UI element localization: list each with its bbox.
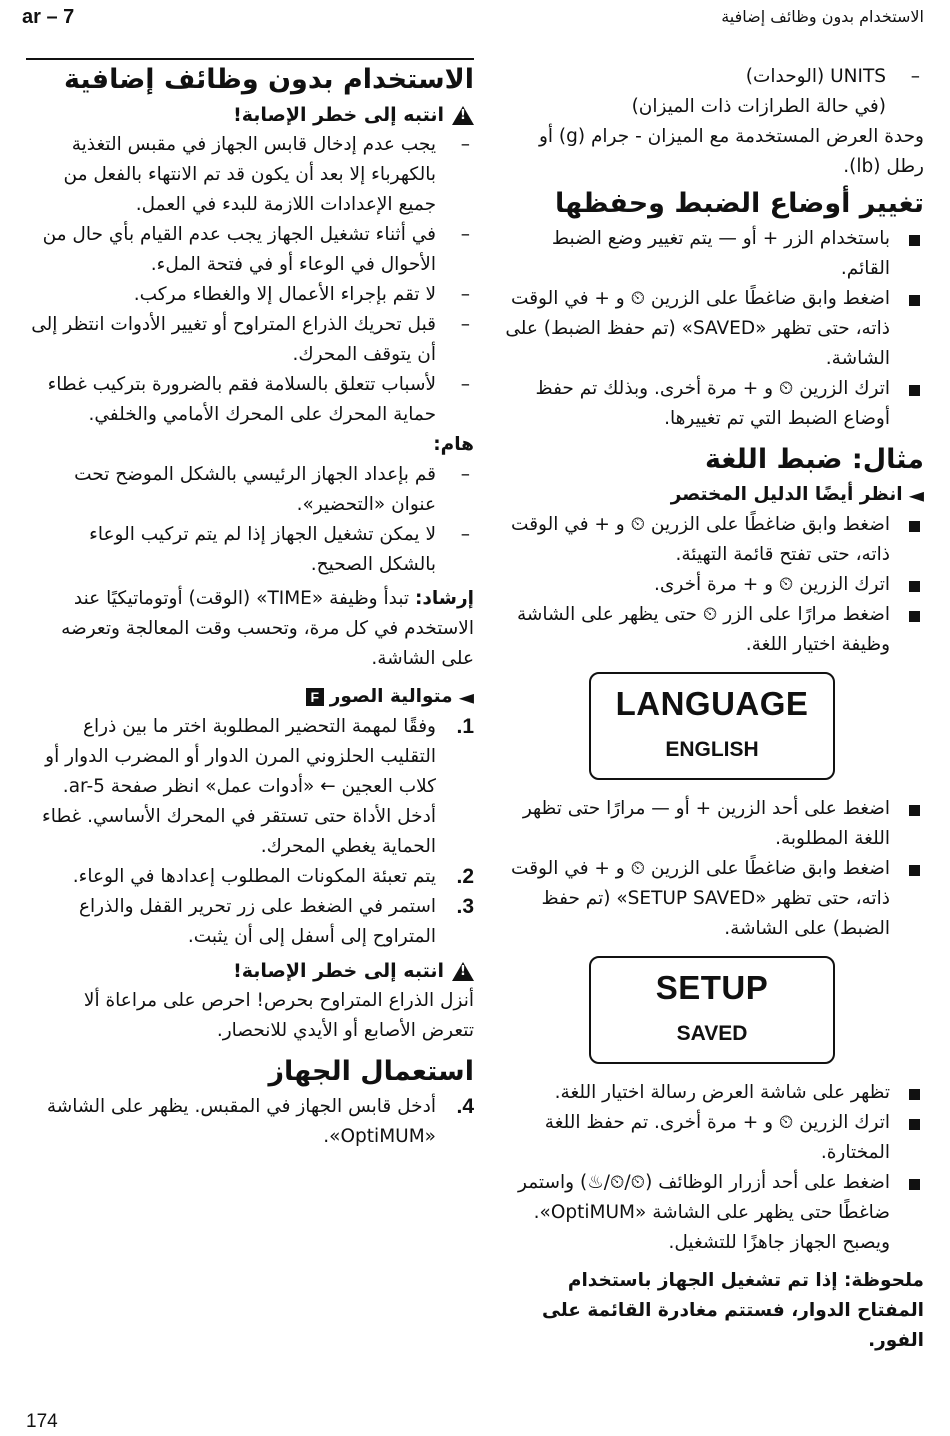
warning-icon [452,962,474,981]
page-header [22,4,924,34]
section-heading-usage: الاستخدام بدون وظائف إضافية [64,64,474,95]
tip-text: تبدأ وظيفة «TIME» (الوقت) أوتوماتيكيًا عند الاستخدم في كل مرة، وتحسب وقت المعالجة وتعرضه على الشاشة. [61,588,474,669]
bullet-item: اضغط مرارًا على الزر ⏲ حتى يظهر على الشاشة وظيفة اختيار اللغة. [500,600,924,660]
section-heading-device-use: استعمال الجهاز [268,1056,474,1087]
right-column [28,62,474,1152]
display-line-2: SAVED [676,1022,748,1045]
warning-heading: ! انتبه إلى خطر الإصابة! [28,100,474,130]
important-item: – قم بإعداد الجهاز الرئيسي بالشكل الموضح تحت عنوان «التحضير». [28,460,474,520]
bullet-item: اضغط وابق ضاغطًا على الزرين ⏲ و + في الوقت ذاته، حتى تفتح قائمة التهيئة. [500,510,924,570]
left-column [500,62,924,1356]
bullet-item: اضغط على أحد أزرار الوظائف (⏲/⏲/♨) واستمر ضاغطًا حتى يظهر على الشاشة «OptiMUM». ويصبح الجهاز جاهزًا للتشغيل. [500,1168,924,1258]
important-label: هام: [433,434,474,455]
bullet-item: اترك الزرين ⏲ و + مرة أخرى. تم حفظ اللغة المختارة. [500,1108,924,1168]
bullet-item: اضغط وابق ضاغطًا على الزرين ⏲ و + في الوقت ذاته، حتى تظهر «SAVED» (تم حفظ الضبط) على الشاشة. [500,284,924,374]
important-item: – لا يمكن تشغيل الجهاز إذا لم يتم تركيب الوعاء بالشكل الصحيح. [28,520,474,580]
arrow-left-icon: ◄ [908,483,924,507]
bullet-item: اترك الزرين ⏲ و + مرة أخرى. [500,570,924,600]
note-paragraph: ملحوظة: إذا تم تشغيل الجهاز باستخدام المفتاح الدوار، فستتم مغادرة القائمة على الفور. [541,1270,924,1351]
bullet-item: اضغط وابق ضاغطًا على الزرين ⏲ و + في الوقت ذاته، حتى تظهر «SETUP SAVED» (تم حفظ الضبط) على الشاشة. [500,854,924,944]
display-line-2: ENGLISH [665,738,759,761]
units-description: وحدة العرض المستخدمة مع الميزان - جرام (g) أو رطل (lb). [538,126,924,177]
page-reference: ar – 7 [22,6,75,28]
units-item: – UNITS (الوحدات) [500,62,924,92]
tip-paragraph [28,584,474,674]
bullet-item: تظهر على شاشة العرض رسالة اختيار اللغة. [500,1078,924,1108]
bullet-item: باستخدام الزر + أو — يتم تغيير وضع الضبط القائم. [500,224,924,284]
display-setup-saved [589,956,835,1064]
step-item: 4. أدخل قابس الجهاز في المقبس. يظهر على الشاشة «OptiMUM». [46,1095,474,1147]
warning-heading: ! انتبه إلى خطر الإصابة! [28,956,474,986]
warning-item: – يجب عدم إدخال قابس الجهاز في مقبس التغذية بالكهرباء إلا بعد أن يكون قد تم الانتهاء بالفعل من جميع الإعدادات اللازمة للبدء في العمل. [28,130,474,220]
page-number: 174 [26,1411,58,1432]
warning-item: – قبل تحريك الذراع المتراوح أو تغيير الأدوات انتظر إلى أن يتوقف المحرك. [28,310,474,370]
warning-icon [452,106,474,125]
step-item: 3. استمر في الضغط على زر تحرير القفل والذراع المتراوح إلى أسفل إلى أن يثبت. [78,895,474,947]
figure-label: F [306,688,324,706]
bullet-item: اضغط على أحد الزرين + أو — مرارًا حتى تظهر اللغة المطلوبة. [500,794,924,854]
section-heading-language-example: مثال: ضبط اللغة [705,444,924,475]
units-condition: (في حالة الطرازات ذات الميزان) [631,96,886,117]
image-sequence-ref: ◄ متوالية الصور F [28,682,474,712]
step-item: 2. يتم تعبئة المكونات المطلوب إعدادها في الوعاء. [72,865,474,888]
section-heading-change-settings: تغيير أوضاع الضبط وحفظها [555,188,924,219]
display-language [589,672,835,780]
warning-item: – لا تقم بإجراء الأعمال إلا والغطاء مركب. [28,280,474,310]
warning-item: – في أثناء تشغيل الجهاز يجب عدم القيام بأي حال من الأحوال في الوعاء أو في فتحة الملء. [28,220,474,280]
tip-label: إرشاد: [414,588,474,609]
display-line-1: SETUP [655,969,769,1006]
header-rule [26,58,474,60]
header-title: الاستخدام بدون وظائف إضافية [721,7,924,26]
guide-reference: ◄ انظر أيضًا الدليل المختصر [670,483,924,507]
bullet-item: اترك الزرين ⏲ و + مرة أخرى. وبذلك تم حفظ أوضاع الضبط التي تم تغييرها. [500,374,924,434]
warning-text: أنزل الذراع المتراوح بحرص! احرص على مراعاة ألا تتعرض الأصابع أو الأيدي للانحصار. [83,990,474,1041]
step-item: أدخل الأداة حتى تستقر في المحرك الأساسي. غطاء الحماية يغطي المحرك. [42,806,436,857]
warning-item: – لأسباب تتعلق بالسلامة فقم بالضرورة بتركيب غطاء حماية المحرك على المحرك الأمامي والخلفي. [28,370,474,430]
arrow-left-icon: ◄ [458,685,474,709]
step-item: 1. وفقًا لمهمة التحضير المطلوبة اختر ما بين ذراع التقليب الحلزوني المرن الدوار أو المضرب الدوار أو كلاب العجين ← «أدوات عمل» انظر صفحة ar-5. [45,715,474,797]
display-line-1: LANGUAGE [615,685,809,722]
